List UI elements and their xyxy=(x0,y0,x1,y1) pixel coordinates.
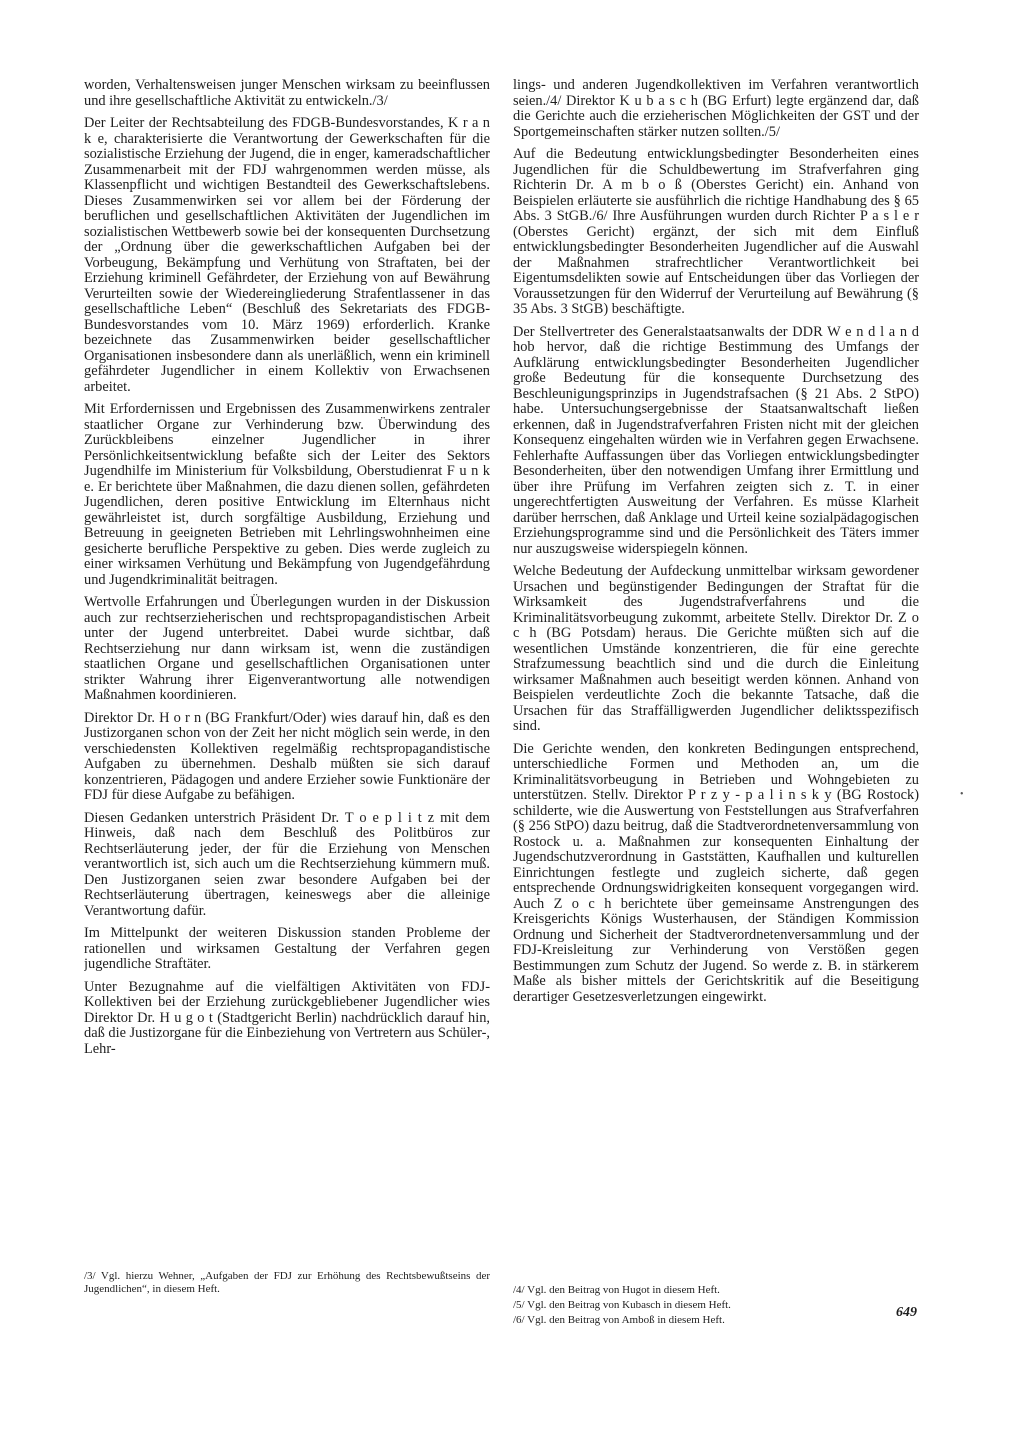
paragraph: Wertvolle Erfahrungen und Überlegungen wurden in der Diskussion auch zur rechtserzieherischen und rechtspropagandistischen Arbeit unter der Jugend unterbreitet. Dabei wurde sichtbar, daß Rechtserziehung nur dann wirksam ist, wenn die zuständigen staatlichen Organe und gesellschaftlichen Organisationen unter strikter Wahrung ihrer Eigenverantwortung alle notwendigen Maßnahmen koordinieren. xyxy=(84,594,490,703)
left-footnotes xyxy=(84,1270,490,1296)
left-column-body xyxy=(84,78,490,1266)
paragraph: lings- und anderen Jugendkollektiven im Verfahren verantwortlich seien./4/ Direktor K u b a s c h (BG Erfurt) legte ergänzend dar, daß die Gerichte auch die erzieherischen Möglichkeiten der GST und der Sportgemeinschaften stärker nutzen sollten./5/ xyxy=(513,78,919,140)
paragraph: Im Mittelpunkt der weiteren Diskussion standen Probleme der rationellen und wirksamen Gestaltung der Verfahren gegen jugendliche Straftäter. xyxy=(84,925,490,972)
page-number: 649 xyxy=(896,1305,917,1320)
paragraph: Mit Erfordernissen und Ergebnissen des Zusammenwirkens zentraler staatlicher Organe zur Verhinderung bzw. Überwindung des Zurückbleibens einzelner Jugendlicher in ihrer Persönlichkeitsentwicklung befaßte sich der Leiter des Sektors Jugendhilfe im Ministerium für Volksbildung, Oberstudienrat F u n k e. Er berichtete über Maßnahmen, die dazu dienen sollen, gefährdeten Jugendlichen, deren positive Entwicklung im Elternhaus nicht gewährleistet ist, durch sorgfältige Ausbildung, Erziehung und Betreuung in geeigneten Betrieben mit Lehrlingswohnheimen eine gesicherte berufliche Perspektive zu geben. Dies werde zugleich zu einer wirksamen Verhütung und Bekämpfung von Jugendgefährdung und Jugendkriminalität beitragen. xyxy=(84,401,490,588)
paragraph: Auf die Bedeutung entwicklungsbedingter Besonderheiten eines Jugendlichen für die Schuldbewertung im Strafverfahren ging Richterin Dr. A m b o ß (Oberstes Gericht) ein. Anhand von Beispielen erläuterte sie ausführlich die richtige Handhabung des § 65 Abs. 3 StGB./6/ Ihre Ausführungen wurden durch Richter P a s l e r (Oberstes Gericht) ergänzt, der sich mit dem Einfluß entwicklungsbedingter Besonderheiten Jugendlicher auf die Auswahl der Maßnahmen strafrechtlicher Verantwortlichkeit bei Eigentumsdelikten sowie auf Entscheidungen über das Vorliegen der Voraussetzungen für den Widerruf der Verurteilung auf Bewährung (§ 35 Abs. 3 StGB) beschäftigte. xyxy=(513,146,919,317)
paragraph: Direktor Dr. H o r n (BG Frankfurt/Oder) wies darauf hin, daß es den Justizorganen schon von der Zeit her nicht möglich sein werde, in den verschiedensten Kollektiven regelmäßig rechtspropagandistische Aufgaben zu übernehmen. Deshalb müßten sie sich darauf konzentrieren, Pädagogen und andere Erzieher sowie Funktionäre der FDJ für diese Aufgabe zu befähigen. xyxy=(84,709,490,803)
paragraph: Die Gerichte wenden, den konkreten Bedingungen entsprechend, unterschiedliche Formen und Methoden an, um die Kriminalitätsvorbeugung in Betrieben und Wohngebieten zu unterstützen. Stellv. Direktor P r z y - p a l i n s k y (BG Rostock) schilderte, wie die Auswertung von Feststellungen aus Strafverfahren (§ 256 StPO) dazu beitrug, daß die Stadtverordnetenversammlung von Rostock u. a. Maßnahmen zur konsequenten Einhaltung der Jugendschutzverordnung in Gaststätten, Kaufhallen und kulturellen Einrichtungen festlegte und zugleich sicherte, daß gegen entsprechende Ordnungswidrigkeiten konsequent vorgegangen wird. Auch Z o c h berichtete über gemeinsame Anstrengungen des Kreisgerichts Königs Wusterhausen, der Ständigen Kommission Ordnung und Sicherheit der Stadtverordnetenversammlung und der FDJ-Kreisleitung zur Verhinderung von Verstößen gegen Bestimmungen zum Schutz der Jugend. So werde z. B. in stärkerem Maße als bisher mittels der Gerichtskritik auf die Beseitigung derartiger Gesetzesverletzungen eingewirkt. xyxy=(513,740,919,1005)
footnote: /3/ Vgl. hierzu Wehner, „Aufgaben der FDJ zur Erhöhung des Rechtsbewußtseins der Jugendlichen“, in diesem Heft. xyxy=(84,1270,490,1295)
paragraph: Welche Bedeutung der Aufdeckung unmittelbar wirksam gewordener Ursachen und begünstigender Bedingungen der Straftat für die Wirksamkeit des Jugendstrafverfahrens und die Kriminalitätsvorbeugung zukommt, arbeitete Stellv. Direktor Dr. Z o c h (BG Potsdam) heraus. Die Gerichte müßten sich auf die wesentlichen Umstände konzentrieren, die für eine gerechte Strafzumessung beachtlich sind und die durch die Einleitung wirksamer Maßnahmen auch beseitigt werden können. Anhand von Beispielen verdeutlichte Zoch die bekannte Tatsache, daß die Ursachen für das Straffälligwerden Jugendlicher deliktsspezifisch sind. xyxy=(513,563,919,734)
footnote: /5/ Vgl. den Beitrag von Kubasch in diesem Heft. xyxy=(513,1299,731,1311)
paragraph: worden, Verhaltensweisen junger Menschen wirksam zu beeinflussen und ihre gesellschaftliche Aktivität zu entwickeln./3/ xyxy=(84,78,490,109)
footnote: /4/ Vgl. den Beitrag von Hugot in diesem Heft. xyxy=(513,1284,720,1296)
paragraph: Diesen Gedanken unterstrich Präsident Dr. T o e p l i t z mit dem Hinweis, daß nach dem Beschluß des Politbüros zur Rechtserläuterung jeder, der für die Erziehung von Menschen verantwortlich ist, sich auch um die Rechtserziehung kümmern muß. Den Justizorganen seien zwar besondere Aufgaben bei der Rechtserläuterung übertragen, keineswegs aber die alleinige Verantwortung dafür. xyxy=(84,809,490,919)
footnote: /6/ Vgl. den Beitrag von Amboß in diesem Heft. xyxy=(513,1314,725,1326)
left-column xyxy=(84,78,490,1298)
paragraph: Unter Bezugnahme auf die vielfältigen Aktivitäten von FDJ-Kollektiven bei der Erziehung zurückgebliebener Jugendlicher wies Direktor Dr. H u g o t (Stadtgericht Berlin) nachdrücklich darauf hin, daß die Justizorgane für die Einbeziehung von Vertretern aus Schüler-, Lehr- xyxy=(84,978,490,1057)
right-footnotes xyxy=(513,1284,919,1329)
paragraph: Der Stellvertreter des Generalstaatsanwalts der DDR W e n d l a n d hob hervor, daß die richtige Bestimmung des Umfangs der Aufklärung entwicklungsbedingter Besonderheiten Jugendlicher große Bedeutung für die konsequente Durchsetzung des Beschleunigungsprinzips in Jugendstrafsachen (§ 21 Abs. 2 StPO) habe. Untersuchungsergebnisse der Staatsanwaltschaft ließen erkennen, daß in Jugendstrafverfahren Fristen nicht mit der gleichen Konsequenz eingehalten würden wie in Verfahren gegen Erwachsene. Fehlerhafte Auffassungen über das Vorliegen entwicklungsbedingter Besonderheiten, über den notwendigen Umfang ihrer Ermittlung und über ihre Prüfung im Verfahren zeigten sich z. T. in einer ungerechtfertigten Ausweitung der Verfahren. Es müsse Klarheit darüber herrschen, daß Anklage und Urteil keine sozialpädagogischen Erziehungsprogramme sind und die Persönlichkeit des Täters immer nur auszugsweise widerspiegeln können. xyxy=(513,323,919,557)
margin-dot: • xyxy=(960,789,964,800)
right-column-body xyxy=(513,78,919,1266)
paragraph: Der Leiter der Rechtsabteilung des FDGB-Bundesvorstandes, K r a n k e, charakterisierte die Verantwortung der Gewerkschaften für die sozialistische Erziehung der Jugend, die in enger, kameradschaftlicher Zusammenarbeit mit der FDJ wahrgenommen werden müsse, als Klassenpflicht und wichtigen Bestandteil des Gewerkschaftslebens. Dieses Zusammenwirken sei vor allem bei der Förderung der beruflichen und gesellschaftlichen Aktivitäten der Jugendlichen im sozialistischen Wettbewerb sowie bei der konsequenten Durchsetzung der „Ordnung über die gewerkschaftlichen Aufgaben bei der Vorbeugung, Bekämpfung und Verhütung von Straftaten, bei der Erziehung kriminell Gefährdeter, der Erziehung von auf Bewährung Verurteilten sowie der Wiedereingliederung Strafentlassener in das gesellschaftliche Leben“ (Beschluß des Sekretariats des FDGB-Bundesvorstandes vom 10. März 1969) erforderlich. Kranke bezeichnete das Zusammenwirken beider gesellschaftlicher Organisationen insbesondere dann als unerläßlich, wenn ein kriminell gefährdeter Jugendlicher in einem Kollektiv von Erwachsenen arbeitet. xyxy=(84,115,490,395)
